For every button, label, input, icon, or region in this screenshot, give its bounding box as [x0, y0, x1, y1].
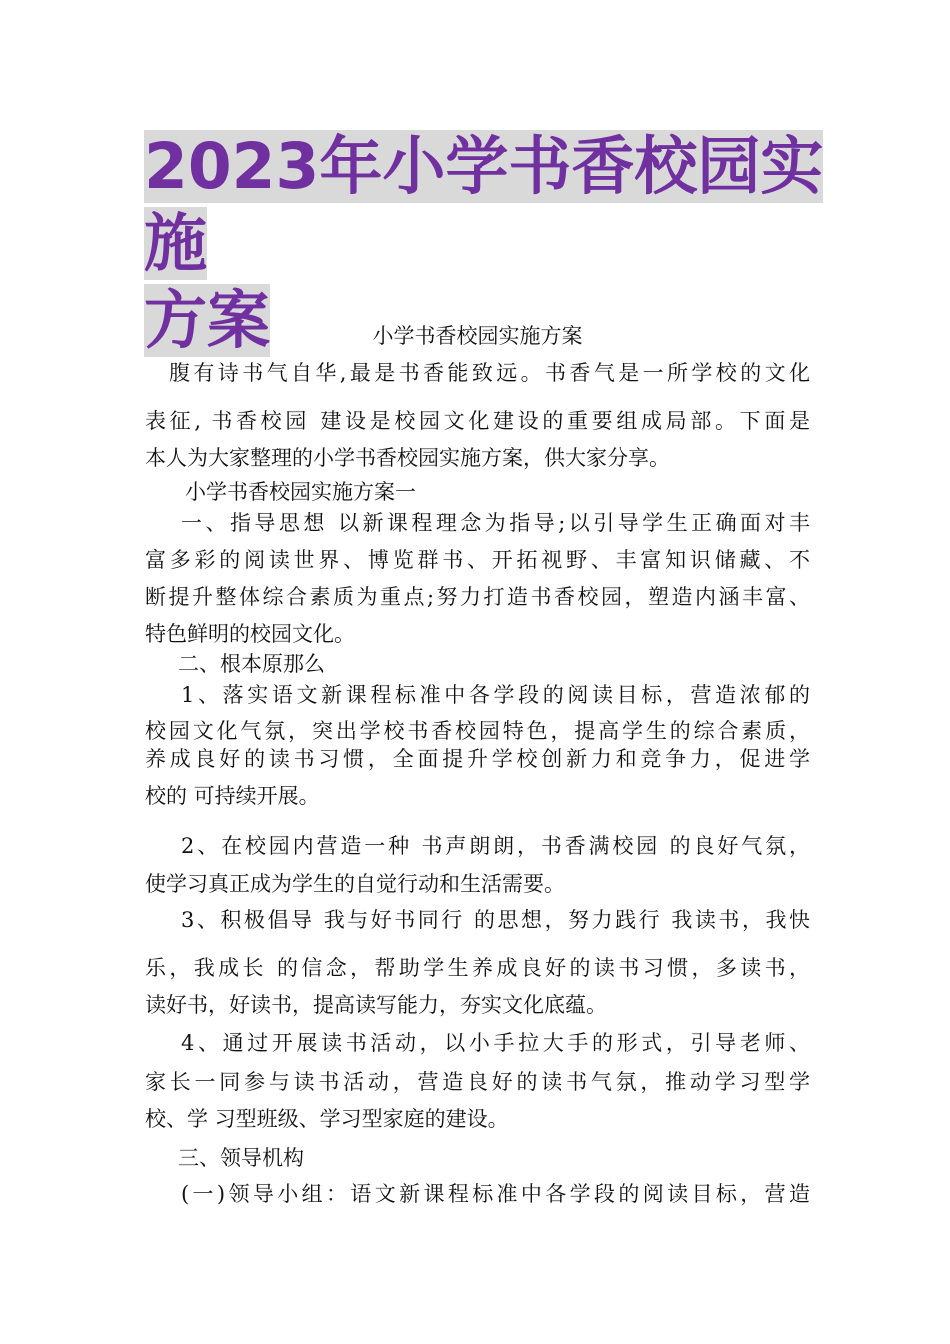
paragraph-line: 校的 可持续开展。 [145, 784, 320, 808]
paragraph-line: 特色鲜明的校园文化。 [145, 622, 355, 646]
paragraph-line: 断提升整体综合素质为重点;努力打造书香校园，塑造内涵丰富、 [145, 585, 810, 609]
paragraph-line: (一)领导小组：语文新课程标准中各学段的阅读目标，营造 [181, 1182, 810, 1206]
paragraph-line: 校、学 习型班级、学习型家庭的建设。 [145, 1107, 509, 1131]
section-heading: 三、领导机构 [178, 1146, 304, 1170]
paragraph-line: 读好书，好读书，提高读写能力，夯实文化底蕴。 [145, 993, 607, 1017]
paragraph-line: 养成良好的读书习惯，全面提升学校创新力和竞争力，促进学 [145, 747, 810, 771]
paragraph-line: 富多彩的阅读世界、博览群书、开拓视野、丰富知识储藏、不 [145, 548, 810, 572]
paragraph-line: 一、指导思想 以新课程理念为指导;以引导学生正确面对丰 [181, 511, 810, 535]
paragraph-line: 3、积极倡导 我与好书同行 的思想，努力践行 我读书，我快 [181, 908, 810, 932]
paragraph-line: 校园文化气氛，突出学校书香校园特色，提高学生的综合素质， [145, 719, 810, 743]
paragraph-line: 2、在校园内营造一种 书声朗朗，书香满校园 的良好气氛， [181, 834, 810, 858]
paragraph-line: 使学习真正成为学生的自觉行动和生活需要。 [145, 872, 565, 896]
section-heading: 小学书香校园实施方案一 [185, 480, 416, 504]
section-heading: 二、根本原那么 [178, 652, 325, 676]
paragraph-line: 4、通过开展读书活动，以小手拉大手的形式，引导老师、 [181, 1031, 810, 1055]
paragraph-line: 1、落实语文新课程标准中各学段的阅读目标，营造浓郁的 [181, 683, 810, 707]
title-line-1: 2023年小学书香校园实施 [144, 130, 824, 280]
paragraph-line: 腹有诗书气自华,最是书香能致远。书香气是一所学校的文化 [169, 361, 810, 385]
title-line-2: 方案 [144, 284, 270, 357]
paragraph-line: 乐，我成长 的信念，帮助学生养成良好的读书习惯，多读书， [145, 956, 810, 980]
subtitle: 小学书香校园实施方案 [372, 324, 583, 348]
paragraph-line: 家长一同参与读书活动，营造良好的读书气氛，推动学习型学 [145, 1070, 810, 1094]
paragraph-line: 表征, 书香校园 建设是校园文化建设的重要组成局部。下面是 [145, 409, 810, 433]
paragraph-line: 本人为大家整理的小学书香校园实施方案，供大家分享。 [145, 446, 670, 470]
